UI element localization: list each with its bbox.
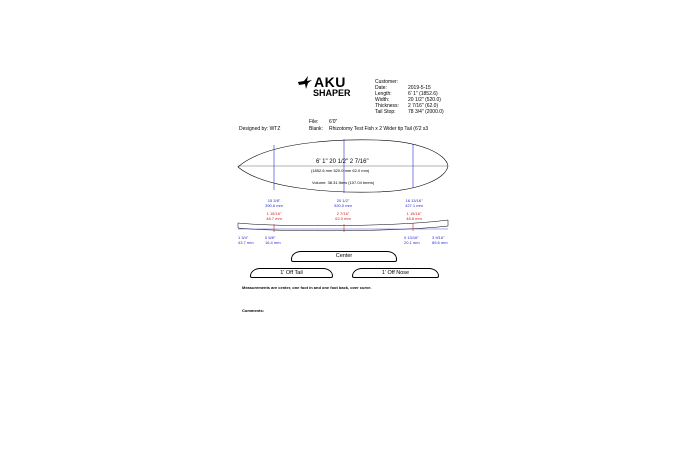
board-outline — [236, 136, 452, 196]
swallow-bird-icon — [297, 76, 313, 90]
info-row-width: Width: 20 1/2" (520.0) — [375, 97, 441, 103]
rocker-tail-foot: 0 5/8" 16.4 mm — [265, 235, 281, 245]
outline-volume: Volume: 38.31 liters (107.04 beers) — [312, 180, 375, 185]
info-row-tail-stop: Tail Stop: 78 3/4" (2000.0) — [375, 109, 444, 115]
comments-label: Comments: — [242, 308, 265, 313]
outline-dims-imperial: 6' 1" 20 1/2" 2 7/16" — [316, 159, 369, 165]
designed-by: Designed by: WTZ — [239, 126, 281, 132]
section-center: Center — [291, 251, 397, 262]
board-profile — [236, 218, 452, 234]
thickness-tail: 1 15/16" 48.7 mm — [266, 211, 282, 221]
width-center: 20 1/2" 520.0 mm — [334, 198, 352, 208]
blank-row: Blank: Rhizotomy Test Fish x 2 Wider tip Tail (6'2 s3 — [309, 126, 429, 132]
info-row-date: Date: 2019-5-15 — [375, 85, 431, 91]
thickness-nose: 1 15/16" 48.8 mm — [406, 211, 422, 221]
info-row-customer: Customer: — [375, 79, 399, 85]
file-row: File: 6'0" — [309, 119, 338, 125]
thickness-center: 2 7/16" 62.0 mm — [335, 211, 351, 221]
board-info — [375, 79, 444, 115]
section-nose: 1' Off Nose — [352, 268, 439, 278]
measurement-note: Measurements are center, one foot in and one foot back, over curve. — [242, 285, 372, 290]
width-tail: 15 3/8" 390.6 mm — [265, 198, 283, 208]
section-tail: 1' Off Tail — [250, 268, 333, 278]
brand-subtitle: SHAPER — [313, 88, 351, 98]
info-row-thickness: Thickness: 2 7/16" (62.0) — [375, 103, 439, 109]
brand-logo: AKU — [314, 74, 346, 90]
rocker-tail-end: 1 3/4" 43.7 mm — [238, 235, 254, 245]
info-row-length: Length: 6' 1" (1852.6) — [375, 91, 438, 97]
rocker-nose-end: 3 9/16" 89.6 mm — [432, 235, 448, 245]
outline-dims-metric: (1852.6 mm 520.0 mm 62.0 mm) — [311, 168, 370, 173]
width-nose: 16 13/16" 427.1 mm — [405, 198, 423, 208]
rocker-nose-foot: 0 13/16" 20.1 mm — [404, 235, 420, 245]
